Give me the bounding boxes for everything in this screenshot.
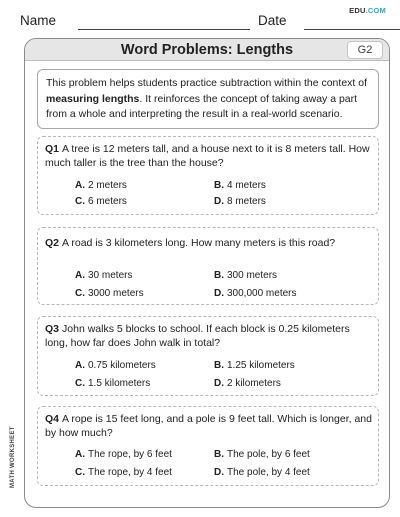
option-letter: B.	[214, 449, 224, 460]
worksheet-panel	[24, 38, 390, 508]
date-line[interactable]	[304, 29, 400, 30]
name-label: Name	[20, 13, 57, 28]
answer-option-c[interactable]	[75, 288, 144, 299]
option-text: 300 meters	[227, 270, 278, 281]
option-text: The pole, by 4 feet	[227, 467, 310, 478]
option-letter: D.	[214, 288, 224, 299]
question-number: Q2	[45, 237, 60, 249]
question-number: Q1	[45, 143, 60, 155]
option-letter: D.	[214, 467, 224, 478]
worksheet-title: Word Problems: Lengths	[120, 42, 294, 58]
option-text: 4 meters	[227, 180, 266, 191]
answer-option-d[interactable]	[214, 196, 266, 207]
option-text: The pole, by 6 feet	[227, 449, 310, 460]
question-body: A road is 3 kilometers long. How many meters is this road?	[62, 237, 336, 249]
intro-text-end: . It reinforces the concept of taking away a part from a whole and interpreting the result in a real-world scenario.	[46, 92, 358, 120]
answer-option-c[interactable]	[75, 378, 150, 389]
option-letter: A.	[75, 180, 85, 191]
option-text: 6 meters	[88, 196, 127, 207]
option-letter: A.	[75, 360, 85, 371]
answer-option-b[interactable]	[214, 449, 310, 460]
answer-option-a[interactable]	[75, 270, 132, 281]
name-date-row	[20, 13, 380, 33]
option-text: 2 kilometers	[227, 378, 281, 389]
option-text: 0.75 kilometers	[88, 360, 156, 371]
date-label: Date	[258, 13, 287, 28]
option-text: The rope, by 6 feet	[88, 449, 172, 460]
answer-option-a[interactable]	[75, 360, 156, 371]
option-text: 300,000 meters	[227, 288, 297, 299]
option-text: 8 meters	[227, 196, 266, 207]
option-text: 30 meters	[88, 270, 133, 281]
answer-option-a[interactable]	[75, 449, 172, 460]
answer-option-b[interactable]	[214, 270, 277, 281]
option-text: 3000 meters	[88, 288, 144, 299]
question-card-q1	[37, 136, 379, 215]
question-number: Q3	[45, 323, 60, 335]
answer-option-c[interactable]	[75, 467, 172, 478]
question-text	[45, 143, 372, 170]
intro-box	[37, 69, 379, 129]
question-text	[45, 323, 372, 350]
option-letter: A.	[75, 449, 85, 460]
side-label: MATH WORKSHEET	[10, 426, 16, 488]
option-letter: C.	[75, 288, 85, 299]
question-text	[45, 237, 372, 251]
title-bar	[25, 39, 389, 61]
option-letter: C.	[75, 467, 85, 478]
brand-name: EDU	[349, 6, 366, 15]
question-number: Q4	[45, 413, 60, 425]
question-body: John walks 5 blocks to school. If each block is 0.25 kilometers long, how far does John walk in total?	[45, 323, 350, 349]
answer-option-b[interactable]	[214, 180, 266, 191]
answer-option-d[interactable]	[214, 288, 297, 299]
question-body: A rope is 15 feet long, and a pole is 9 feet tall. Which is longer, and by how much?	[45, 413, 372, 439]
answer-option-d[interactable]	[214, 467, 310, 478]
answer-option-c[interactable]	[75, 196, 127, 207]
question-card-q4	[37, 406, 379, 486]
answer-option-b[interactable]	[214, 360, 295, 371]
intro-text-start: This problem helps students practice subtraction within the context of	[46, 77, 367, 89]
option-text: 1.5 kilometers	[88, 378, 151, 389]
option-letter: A.	[75, 270, 85, 281]
answer-option-a[interactable]	[75, 180, 127, 191]
option-text: The rope, by 4 feet	[88, 467, 172, 478]
question-body: A tree is 12 meters tall, and a house next to it is 8 meters tall. How much taller is the tree than the house?	[45, 143, 370, 169]
option-text: 1.25 kilometers	[227, 360, 295, 371]
option-letter: D.	[214, 196, 224, 207]
option-letter: B.	[214, 270, 224, 281]
intro-text-bold: measuring lengths	[46, 92, 140, 105]
option-letter: B.	[214, 360, 224, 371]
grade-badge: G2	[347, 41, 383, 59]
question-card-q3	[37, 316, 379, 396]
option-letter: D.	[214, 378, 224, 389]
question-text	[45, 413, 372, 440]
name-line[interactable]	[78, 29, 250, 30]
answer-option-d[interactable]	[214, 378, 281, 389]
option-letter: C.	[75, 196, 85, 207]
brand-suffix: .COM	[365, 6, 386, 15]
option-letter: B.	[214, 180, 224, 191]
question-card-q2	[37, 227, 379, 305]
option-text: 2 meters	[88, 180, 127, 191]
option-letter: C.	[75, 378, 85, 389]
